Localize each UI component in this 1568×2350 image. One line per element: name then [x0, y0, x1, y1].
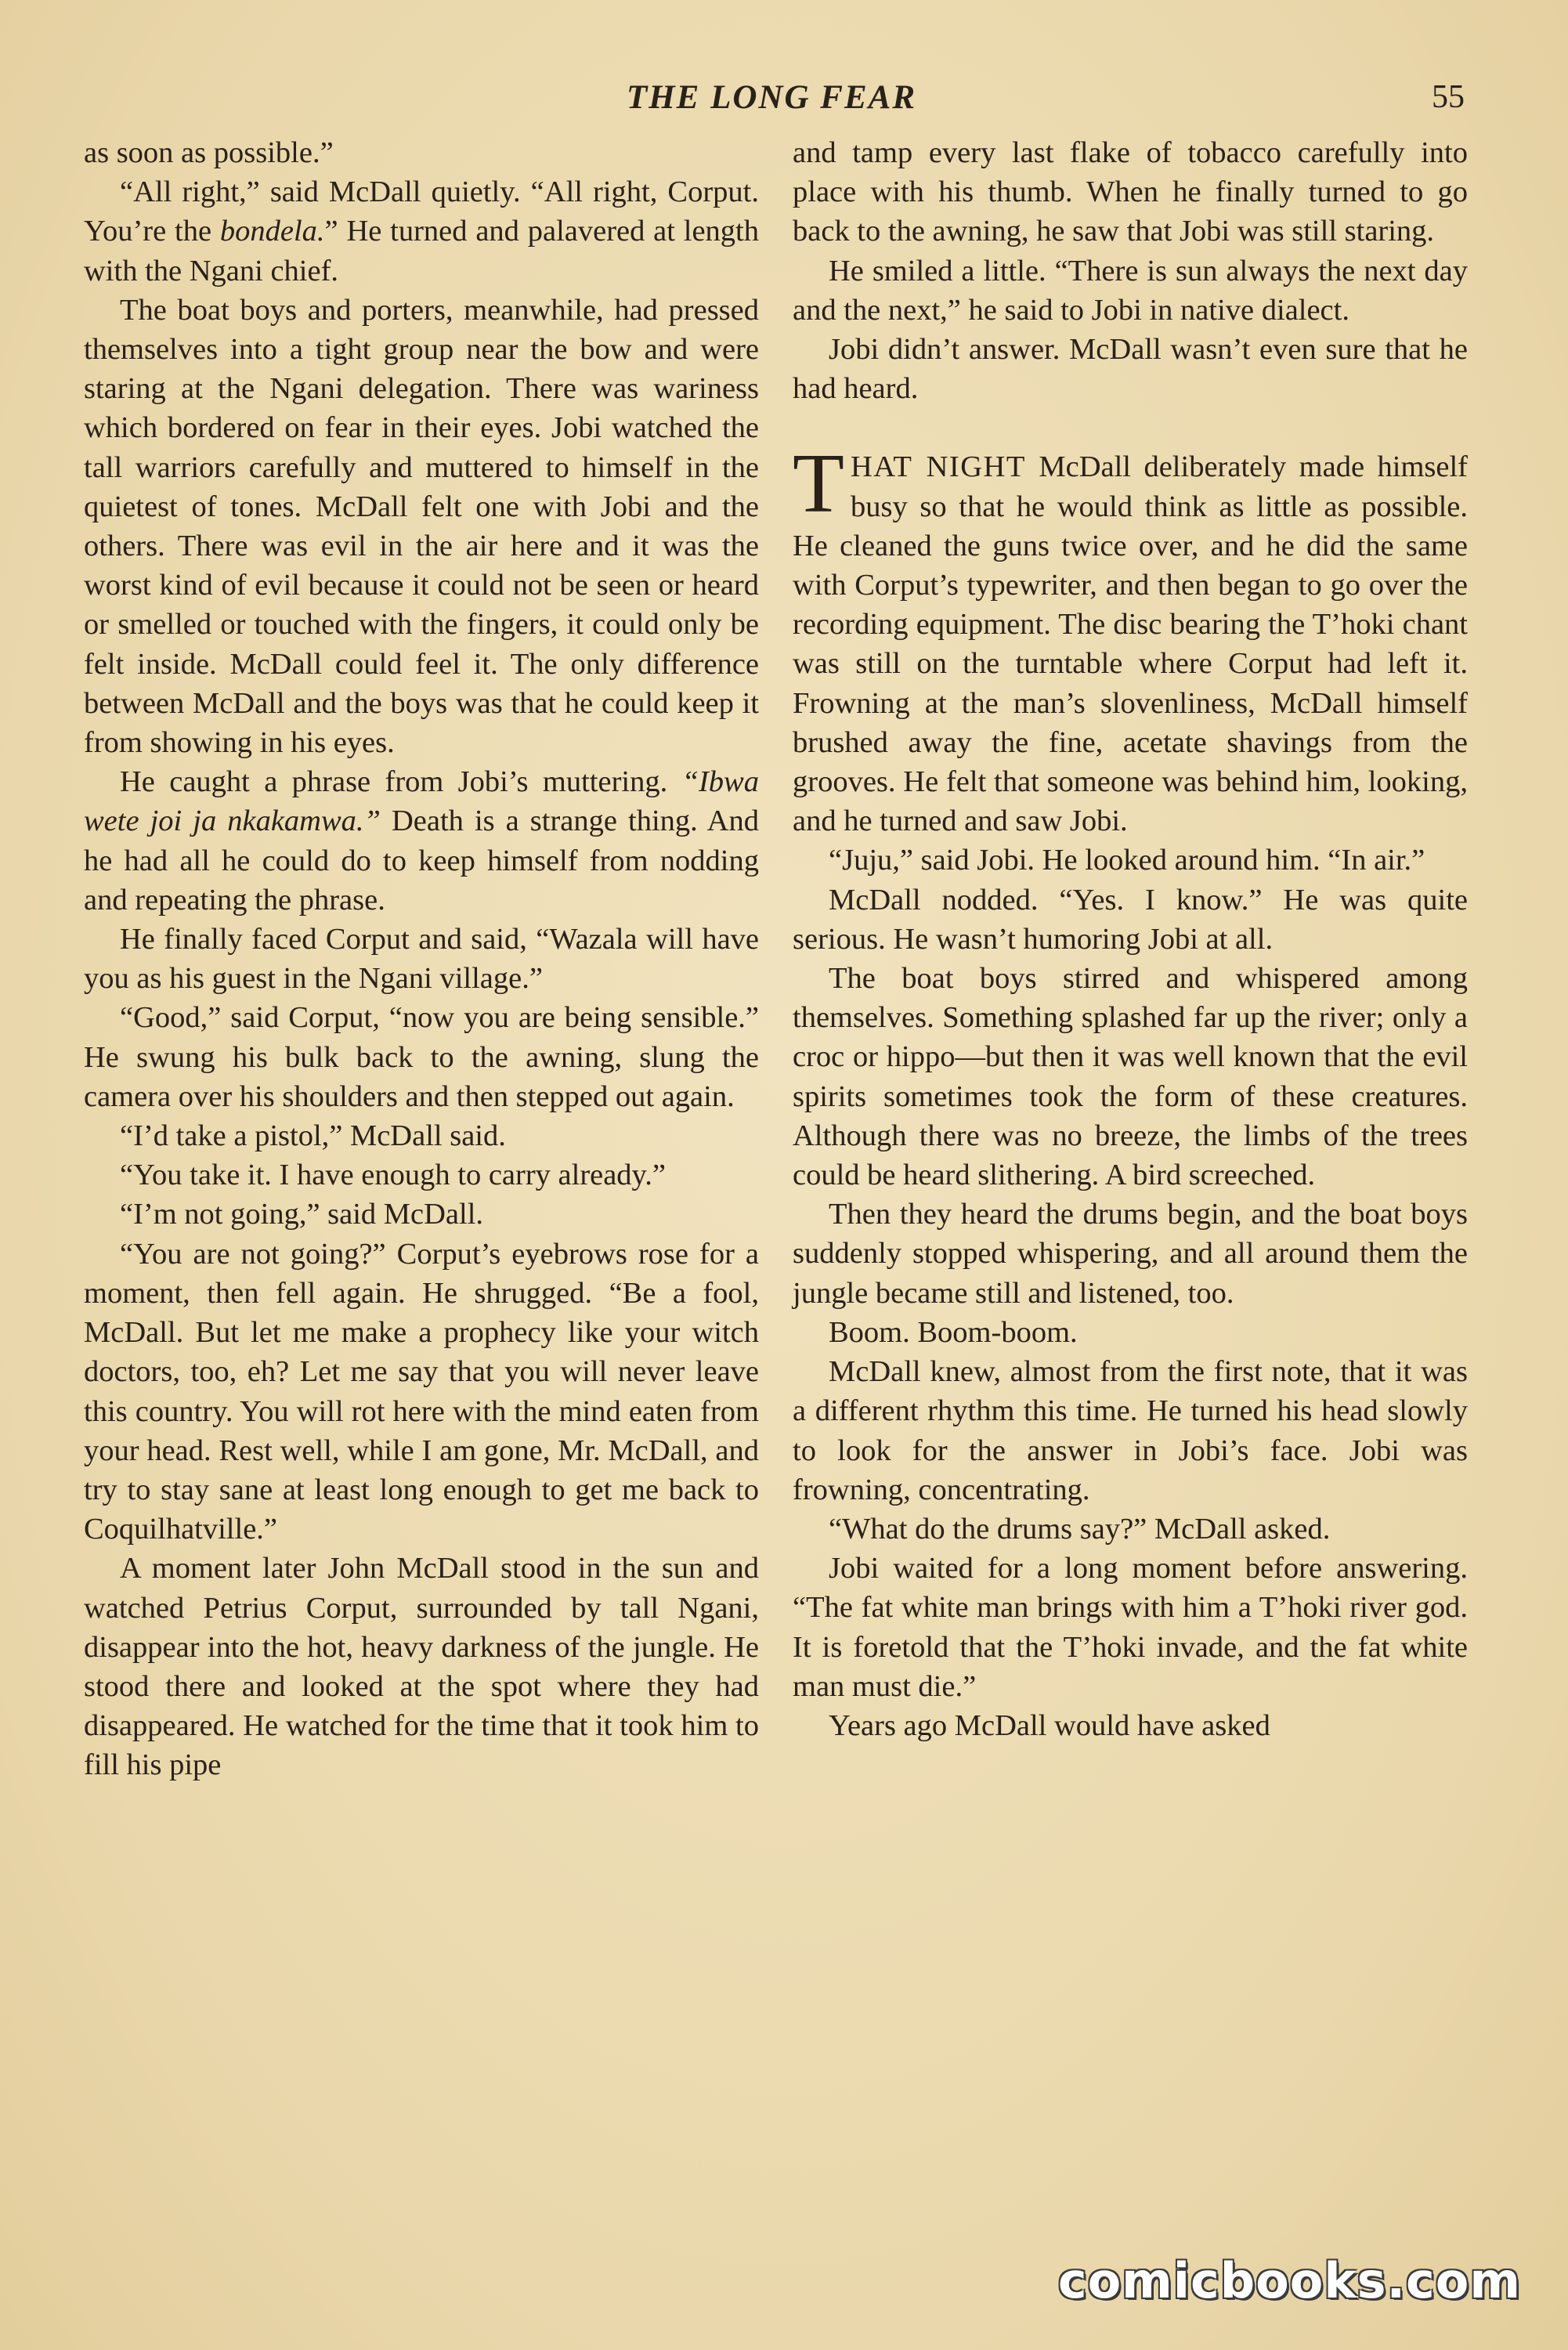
paragraph: “You are not going?” Corput’s eyebrows rose for a moment, then fell again. He shrugged. “Be a fool, McDall. But let me make a prophecy like your witch doctors, too, eh? Let me say that you will never leave this country. You will rot here with the mind eaten from your head. Rest well, while I am gone, Mr. McDall, and try to stay sane at least long enough to get me back to Coquilhatville.”: [84, 1237, 759, 1546]
paragraph: The boat boys stirred and whispered among themselves. Something splashed far up the river; only a croc or hippo—but then it was well known that the evil spirits sometimes took the form of these creatures. Although there was no breeze, the limbs of the trees could be heard slithering. A bird screeched.: [793, 962, 1468, 1192]
section-opening-paragraph: [793, 437, 1468, 841]
paragraph: “I’m not going,” said McDall.: [120, 1198, 484, 1231]
italic-phrase: “Ibwa wete joi ja nkakamwa.”: [84, 765, 759, 838]
paragraph: Jobi waited for a long moment before answering. “The fat white man brings with him a T’hoki river god. It is foretold that the T’hoki invade, and the fat white man must die.”: [793, 1552, 1468, 1703]
paragraph: [84, 172, 759, 291]
paragraph: He finally faced Corput and said, “Wazala will have you as his guest in the Ngani village.”: [84, 923, 759, 996]
text-run: ” He turned and palavered at length with the Ngani chief.: [84, 215, 760, 287]
paragraph: The boat boys and porters, meanwhile, had pressed themselves into a tight group near the bow and were staring at the Ngani delegation. There was wariness which bordered on fear in their eyes. Jobi watched the tall warriors carefully and muttered to himself in the quietest of tones. McDall felt one with Jobi and the others. There was evil in the air here and it was the worst kind of evil because it could not be seen or heard or smelled or touched with the fingers, it could only be felt inside. McDall could feel it. The only difference between McDall and the boys was that he could keep it from showing in his eyes.: [84, 293, 759, 760]
paragraph: and tamp every last flake of tobacco carefully into place with his thumb. When he finally turned to go back to the awning, he saw that Jobi was still staring.: [793, 136, 1468, 248]
paragraph: McDall nodded. “Yes. I know.” He was quite serious. He wasn’t humoring Jobi at all.: [793, 883, 1468, 956]
paragraph: “I’d take a pistol,” McDall said.: [120, 1119, 506, 1153]
drop-cap: T: [793, 437, 844, 531]
page-header: [78, 78, 1465, 125]
text-run: He caught a phrase from Jobi’s muttering.: [120, 765, 682, 799]
paragraph: as soon as possible.”: [84, 136, 334, 169]
paragraph: Jobi didn’t answer. McDall wasn’t even sure that he had heard.: [793, 333, 1468, 406]
italic-word: bondela.: [219, 215, 325, 248]
paragraph: “What do the drums say?” McDall asked.: [829, 1512, 1331, 1546]
right-column: [793, 133, 1468, 1745]
text-run: McDall deliberately made himself busy so that he would think as little as possible. He cleaned the guns twice over, and he did the same with Corput’s typewriter, and then began to go over the recording equipment. The disc bearing the T’hoki chant was still on the turntable where Corput had left it. Frowning at the man’s slovenliness, McDall himself brushed away the fine, acetate shavings from the grooves. He felt that someone was behind him, looking, and he turned and saw Jobi.: [793, 450, 1468, 838]
paragraph: [84, 762, 759, 920]
paragraph: Then they heard the drums begin, and the boat boys suddenly stopped whispering, and all around them the jungle became still and listened, too.: [793, 1198, 1468, 1310]
paragraph: Boom. Boom-boom.: [829, 1315, 1078, 1349]
paragraph: He smiled a little. “There is sun always the next day and the next,” he said to Jobi in native dialect.: [793, 254, 1468, 327]
left-column: [84, 133, 759, 1785]
page-number: 55: [1432, 79, 1465, 115]
paragraph: “Good,” said Corput, “now you are being sensible.” He swung his bulk back to the awning, slung the camera over his shoulders and then stepped out again.: [84, 1001, 759, 1113]
paragraph: “Juju,” said Jobi. He looked around him. “In air.”: [829, 844, 1425, 877]
text-run: Death is a strange thing. And he had all he could do to keep himself from nodding and repeating the phrase.: [84, 804, 759, 916]
paragraph: A moment later John McDall stood in the sun and watched Petrius Corput, surrounded by tall Ngani, disappear into the hot, heavy darkness of the jungle. He stood there and looked at the spot where they had disappeared. He watched for the time that it took him to fill his pipe: [84, 1552, 759, 1782]
paragraph: “You take it. I have enough to carry already.”: [120, 1159, 667, 1192]
running-title: THE LONG FEAR: [626, 79, 917, 116]
text-run: “All right,” said McDall quietly. “All right, Corput. You’re the: [84, 175, 759, 248]
paragraph: McDall knew, almost from the first note, that it was a different rhythm this time. He turned his head slowly to look for the answer in Jobi’s face. Jobi was frowning, concentrating.: [793, 1355, 1468, 1506]
lead-in-caps: HAT NIGHT: [850, 450, 1026, 484]
site-watermark: comicbooks.com: [1057, 2252, 1521, 2309]
paragraph: Years ago McDall would have asked: [829, 1708, 1270, 1742]
